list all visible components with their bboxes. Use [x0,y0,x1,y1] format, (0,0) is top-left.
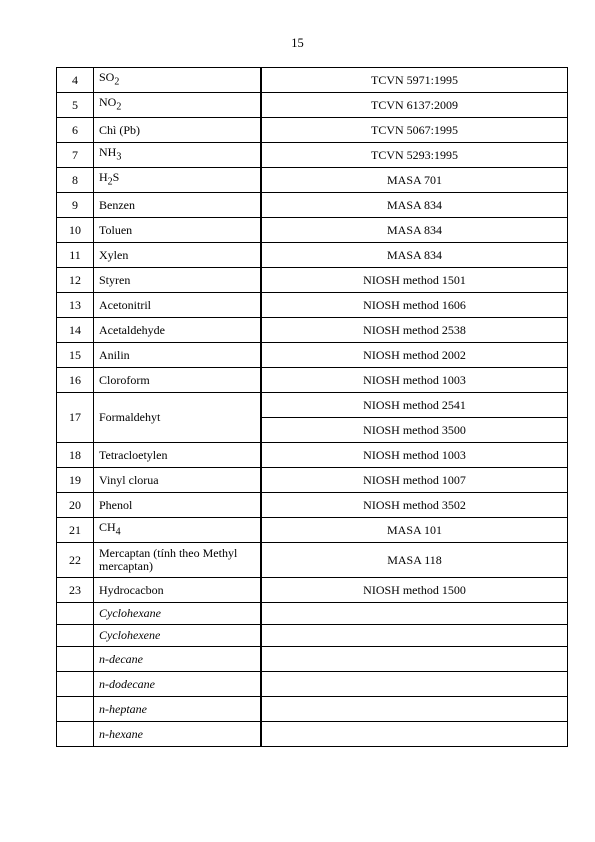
analysis-method-table [56,67,568,747]
table-row [57,647,568,672]
method-cell: MASA 834 [261,193,568,218]
row-number: 6 [57,118,94,143]
sub-component-name: n-dodecane [94,672,262,697]
table-row [57,293,568,318]
row-number: 23 [57,578,94,603]
parameter-name: Acetonitril [94,293,262,318]
sub-component-name: Cyclohexene [94,625,262,647]
parameter-name: $H_2S$ [94,168,262,193]
sub-component-name: n-decane [94,647,262,672]
row-number: 18 [57,443,94,468]
parameter-name: Toluen [94,218,262,243]
table-row [57,543,568,578]
row-number: 5 [57,93,94,118]
table-row [57,368,568,393]
method-cell: TCVN 5067:1995 [261,118,568,143]
table-row [57,697,568,722]
row-number [57,672,94,697]
method-cell: MASA 834 [261,218,568,243]
method-cell: TCVN 5293:1995 [261,143,568,168]
method-cell: NIOSH method 1007 [261,468,568,493]
row-number: 14 [57,318,94,343]
row-number [57,647,94,672]
row-number: 13 [57,293,94,318]
row-number [57,625,94,647]
method-cell: NIOSH method 3500 [261,418,568,443]
parameter-name: $NO_2$ [94,93,262,118]
method-cell: NIOSH method 1501 [261,268,568,293]
row-number [57,722,94,747]
method-cell [261,697,568,722]
table-row [57,493,568,518]
row-number: 12 [57,268,94,293]
table-row [57,722,568,747]
row-number: 20 [57,493,94,518]
method-cell: MASA 834 [261,243,568,268]
method-cell: MASA 701 [261,168,568,193]
table-row [57,93,568,118]
row-number: 15 [57,343,94,368]
table-row [57,578,568,603]
table-row [57,243,568,268]
parameter-name: Hydrocacbon [94,578,262,603]
parameter-name: $SO_2$ [94,68,262,93]
method-cell: NIOSH method 1003 [261,443,568,468]
method-cell: NIOSH method 1500 [261,578,568,603]
method-cell: NIOSH method 2538 [261,318,568,343]
row-number [57,603,94,625]
method-cell: NIOSH method 2541 [261,393,568,418]
sub-component-name: n-hexane [94,722,262,747]
row-number: 11 [57,243,94,268]
parameter-name: Anilin [94,343,262,368]
table-row [57,168,568,193]
table-row [57,218,568,243]
sub-component-name: n-heptane [94,697,262,722]
parameter-name: Chì (Pb) [94,118,262,143]
parameter-name: Mercaptan (tính theo Methyl mercaptan) [94,543,262,578]
method-cell [261,625,568,647]
method-cell: NIOSH method 2002 [261,343,568,368]
table-row [57,603,568,625]
method-cell: TCVN 6137:2009 [261,93,568,118]
table-row [57,468,568,493]
row-number: 16 [57,368,94,393]
parameter-name: Benzen [94,193,262,218]
method-cell: NIOSH method 1606 [261,293,568,318]
parameter-name: Vinyl clorua [94,468,262,493]
parameter-name: Acetaldehyde [94,318,262,343]
method-cell [261,603,568,625]
method-cell [261,647,568,672]
table-row [57,318,568,343]
parameter-name: Tetracloetylen [94,443,262,468]
parameter-name: Formaldehyt [94,393,262,443]
row-number: 9 [57,193,94,218]
parameter-name: $CH_4$ [94,518,262,543]
table-row [57,268,568,293]
method-cell: MASA 118 [261,543,568,578]
table-row [57,118,568,143]
parameter-name: Cloroform [94,368,262,393]
table-row [57,193,568,218]
table-row [57,68,568,93]
row-number: 22 [57,543,94,578]
method-cell: MASA 101 [261,518,568,543]
method-cell [261,722,568,747]
table-row [57,672,568,697]
method-cell: TCVN 5971:1995 [261,68,568,93]
row-number: 10 [57,218,94,243]
row-number: 4 [57,68,94,93]
page-number: 15 [291,36,304,50]
row-number [57,697,94,722]
row-number: 21 [57,518,94,543]
sub-component-name: Cyclohexane [94,603,262,625]
parameter-name: Styren [94,268,262,293]
method-cell: NIOSH method 1003 [261,368,568,393]
parameter-name: Xylen [94,243,262,268]
row-number: 17 [57,393,94,443]
table-row [57,443,568,468]
method-cell: NIOSH method 3502 [261,493,568,518]
row-number: 8 [57,168,94,193]
table-row [57,143,568,168]
parameter-name: Phenol [94,493,262,518]
table-row [57,343,568,368]
table-row [57,625,568,647]
table-row [57,518,568,543]
parameter-name: $NH_3$ [94,143,262,168]
row-number: 7 [57,143,94,168]
method-cell [261,672,568,697]
row-number: 19 [57,468,94,493]
table-row [57,393,568,418]
